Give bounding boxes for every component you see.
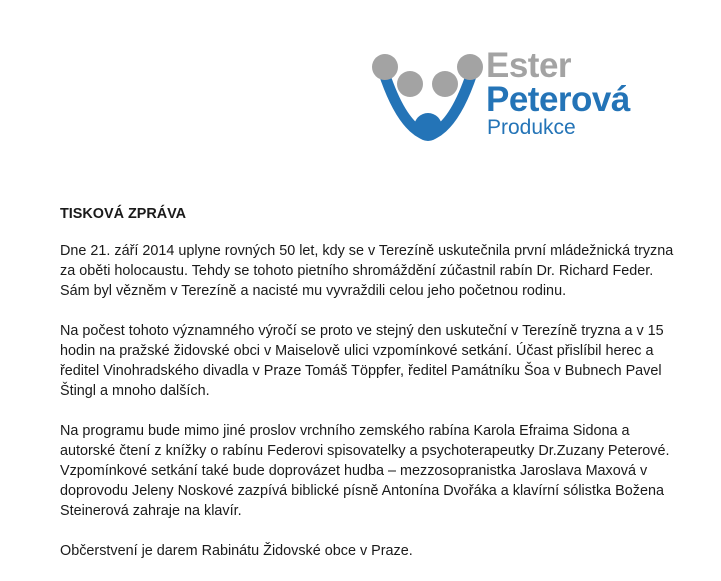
paragraph-line: Dne 21. září 2014 uplyne rovných 50 let, kdy se v Terezíně uskutečnila první mládežnická tryzna [60, 243, 674, 259]
paragraph-4 [60, 541, 680, 561]
paragraph-line: doprovodu Jeleny Noskové zazpívá biblické písně Antonína Dvořáka a klavírní sólistka Božena [60, 483, 664, 499]
paragraph-line: Vzpomínkové setkání také bude doprovázet hudba – mezzosopranistka Jaroslava Maxová v [60, 463, 648, 479]
press-release-body [60, 204, 680, 581]
paragraph-line: Sám byl vězněm v Terezíně a nacisté mu vyvraždili celou jeho početnou rodinu. [60, 283, 567, 299]
company-logo [372, 47, 672, 147]
paragraph-line: Na počest tohoto významného výročí se proto ve stejný den uskuteční v Terezíně tryzna a v 15 [60, 323, 664, 339]
logo-ester-text: Ester [486, 46, 572, 85]
logo-peterova-text: Peterová [486, 80, 630, 119]
paragraph-line: hodin na pražské židovské obci v Maiselově ulici vzpomínkové setkání. Účast přislíbil herec a [60, 343, 654, 359]
paragraph-line: ředitel Vinohradského divadla v Praze Tomáš Töppfer, ředitel Památníku Šoa v Bubnech Pavel [60, 363, 662, 379]
logo-produkce-text: Produkce [487, 116, 576, 139]
paragraph-line: Steinerová zahraje na klavír. [60, 503, 242, 519]
paragraph-3 [60, 421, 680, 521]
paragraph-1 [60, 241, 680, 301]
paragraph-line: Občerstvení je darem Rabinátu Židovské obce v Praze. [60, 543, 413, 559]
paragraph-line: Štingl a mnoho dalších. [60, 383, 210, 399]
logo-mark-icon [372, 47, 484, 143]
document-heading: TISKOVÁ ZPRÁVA [60, 206, 187, 222]
paragraph-line: autorské čtení z knížky o rabínu Federovi spisovatelky a psychoterapeutky Dr.Zuzany Peterové. [60, 443, 670, 459]
paragraph-line: za oběti holocaustu. Tehdy se tohoto pietního shromáždění zúčastnil rabín Dr. Richard Feder. [60, 263, 654, 279]
paragraph-line: Na programu bude mimo jiné proslov vrchního zemského rabína Karola Efraima Sidona a [60, 423, 630, 439]
paragraph-2 [60, 321, 680, 401]
